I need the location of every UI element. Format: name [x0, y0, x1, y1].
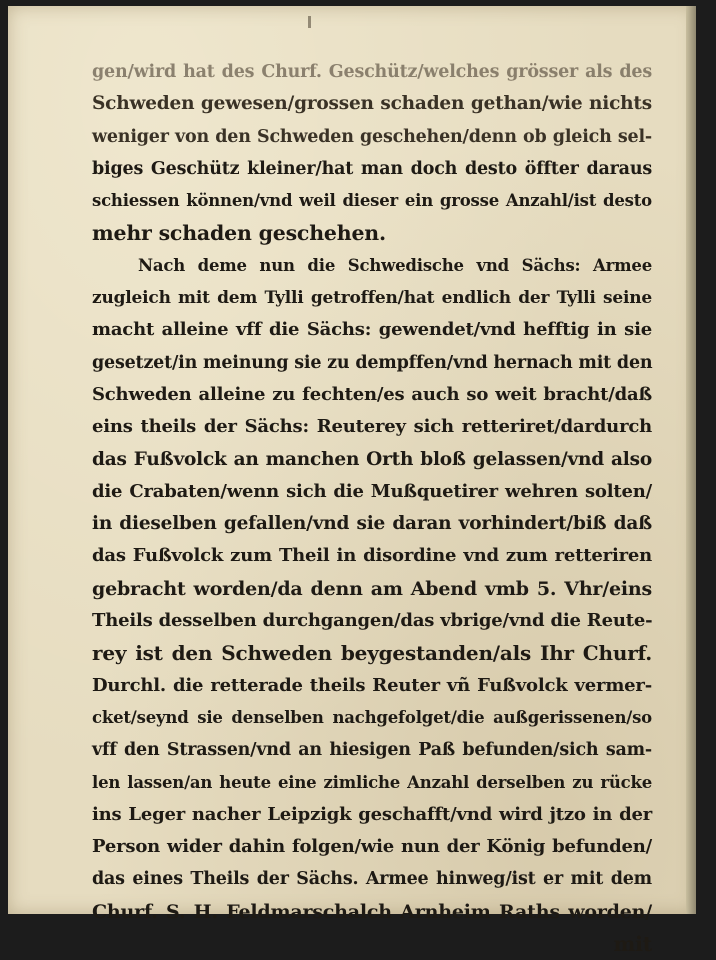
text-line: gebracht worden/da denn am Abend vmb 5. Vhr/eins — [92, 577, 652, 600]
text-line: das eines Theils der Sächs. Armee hinweg/ist er mit dem — [92, 869, 652, 890]
text-line: Churf. S. H. Feldmarschalch Arnheim Raths worden/ — [92, 900, 652, 923]
text-line: vff den Strassen/vnd an hiesigen Paß befunden/sich sam- — [92, 740, 652, 761]
text-line: rey ist den Schweden beygestanden/als Ihr Churf. — [92, 641, 652, 666]
text-line: ins Leger nacher Leipzigk geschafft/vnd wird jtzo in der — [92, 803, 652, 825]
text-line: macht alleine vff die Sächs: gewendet/vnd hefftig in sie — [92, 319, 652, 341]
text-line: gen/wird hat des Churf. Geschütz/welches grösser als des — [92, 62, 652, 82]
page-edge — [686, 6, 696, 914]
text-line: mehr schaden geschehen. — [92, 221, 386, 246]
text-line: die Crabaten/wenn sich die Mußquetirer wehren solten/ — [92, 480, 652, 502]
text-line: Theils desselben durchgangen/das vbrige/vnd die Reute- — [92, 610, 653, 632]
text-line: Schweden alleine zu fechten/es auch so weit bracht/daß — [92, 383, 652, 405]
text-line: biges Geschütz kleiner/hat man doch desto öffter daraus — [92, 158, 652, 179]
text-line: das Fußvolck an manchen Orth bloß gelassen/vnd also — [92, 448, 652, 470]
text-line: Schweden gewesen/grossen schaden gethan/wie nichts — [92, 93, 652, 115]
book-page — [8, 6, 696, 957]
text-line: in dieselben gefallen/vnd sie daran vorhindert/biß daß — [92, 513, 652, 535]
text-line: Nach deme nun die Schwedische vnd Sächs: Armee — [138, 255, 652, 275]
text-line: das Fußvolck zum Theil in disordine vnd zum retteriren — [92, 545, 652, 567]
text-line: cket/seynd sie denselben nachgefolget/die außgerissenen/so — [92, 707, 652, 727]
body-text — [92, 56, 652, 960]
catchword: mit — [613, 932, 652, 957]
text-line: Durchl. die retterade theils Reuter vñ Fußvolck vermer- — [92, 674, 652, 696]
text-line: eins theils der Sächs: Reuterey sich retteriret/dardurch — [92, 416, 652, 438]
text-line: schiessen können/vnd weil dieser ein grosse Anzahl/ist desto — [92, 191, 652, 211]
text-line: weniger von den Schweden geschehen/denn ob gleich sel- — [92, 126, 652, 147]
text-line: Person wider dahin folgen/wie nun der König befunden/ — [92, 836, 652, 858]
text-line: zugleich mit dem Tylli getroffen/hat endlich der Tylli seine — [92, 288, 652, 309]
page-mark — [308, 16, 311, 28]
text-line: len lassen/an heute eine zimliche Anzahl derselben zu rücke — [92, 772, 652, 792]
text-line: gesetzet/in meinung sie zu dempffen/vnd hernach mit den — [92, 352, 653, 373]
